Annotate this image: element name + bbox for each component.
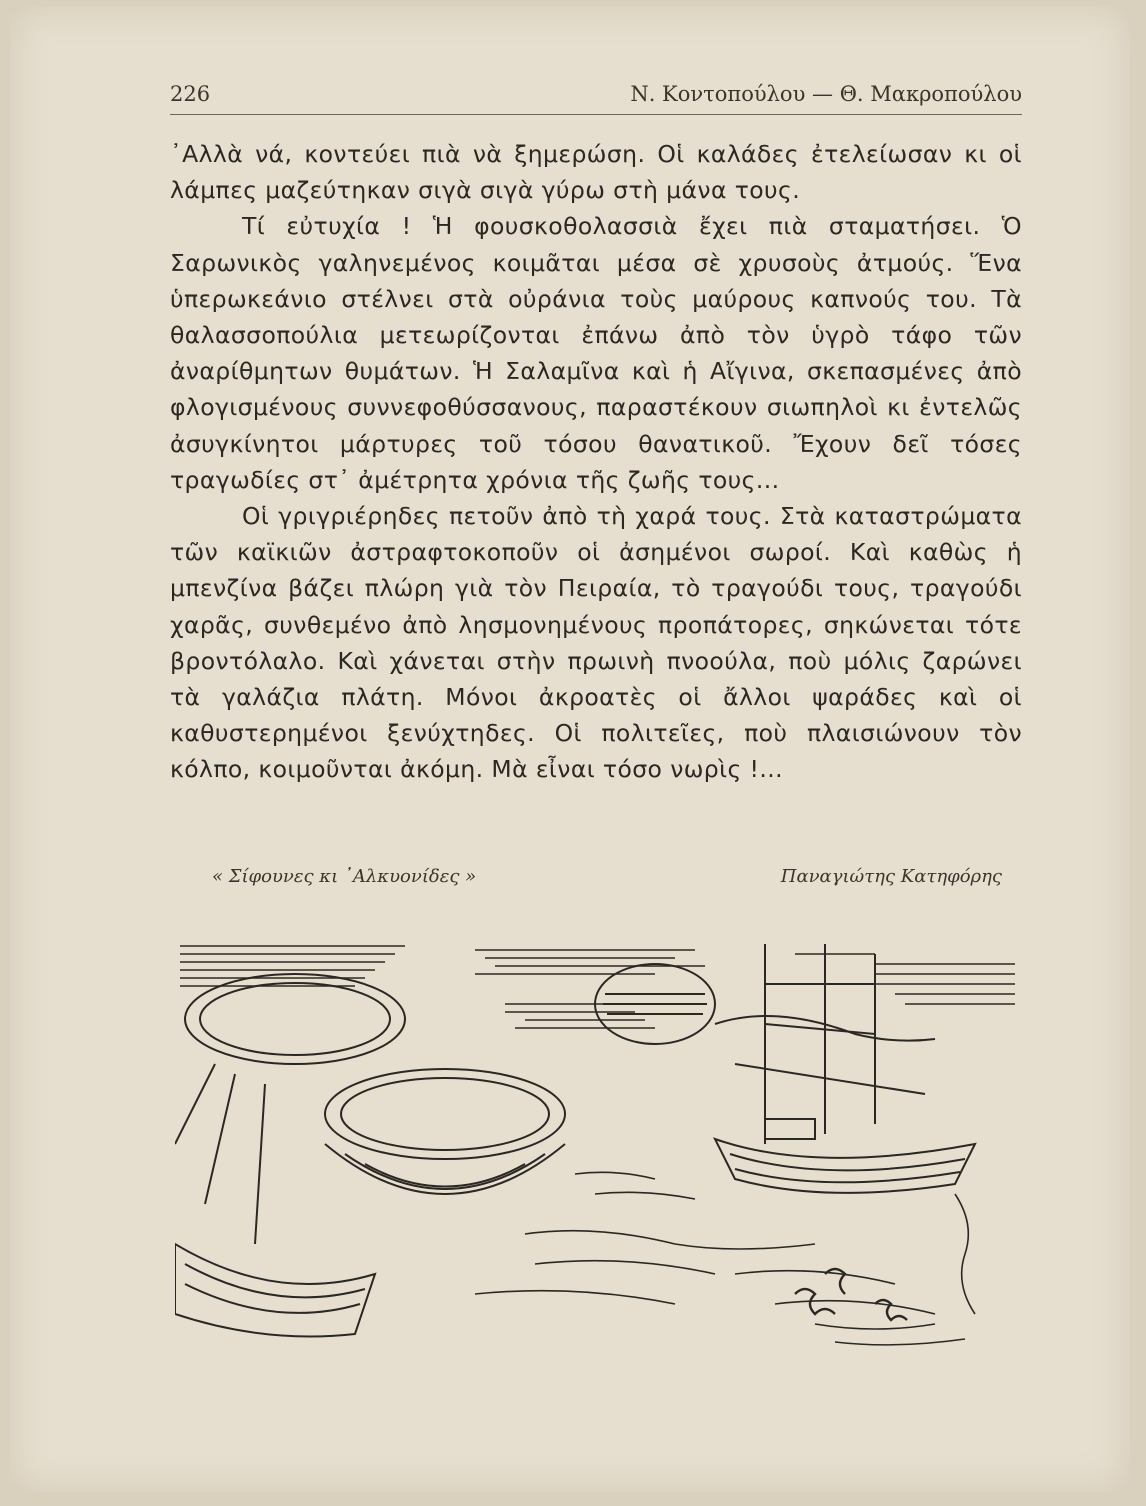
sun-disc [595, 964, 715, 1044]
paragraph-3: Οἱ γριγριέρηδες πετοῦν ἀπὸ τὴ χαρά τους. Στὰ καταστρώματα τῶν καϊκιῶν ἀστραφτοκοποῦν οἱ ἀσημένοι σωροί. Καὶ καθὼς ἡ μπενζίνα βάζει πλώρη γιὰ τὸν Πειραία, τὸ τραγούδι τους, τραγούδι χαρᾶς, συνθεμένο ἀπὸ λησμονημένους προπάτορες, σηκώνεται τότε βροντόλαλο. Καὶ χάνεται στὴν πρωινὴ πνοούλα, ποὺ μόλις ζαρώνει τὰ γαλάζια πλάτη. Μόνοι ἀκροατὲς οἱ ἄλλοι ψαράδες καὶ οἱ καθυστερημένοι ξενύχτηδες. Οἱ πολιτεῖες, ποὺ πλαισιώνουν τὸν κόλπο, κοιμοῦνται ἀκόμη. Μὰ εἶναι τόσο νωρὶς !... [170, 502, 1022, 784]
attribution [170, 866, 1022, 896]
fishing-lamps [175, 974, 565, 1244]
book-page [10, 6, 1130, 1492]
reflection-scribbles [795, 1269, 907, 1320]
harbor-woodcut-illustration [175, 944, 1023, 1372]
rowboat [175, 1244, 375, 1337]
water-ripples [475, 1172, 975, 1345]
running-title: Ν. Κοντοπούλου — Θ. Μακροπούλου [630, 82, 1022, 106]
source-title: « Σίφουνες κι ᾿Αλκυονίδες » [212, 866, 477, 887]
page-number: 226 [170, 82, 211, 106]
paragraph-2: Τί εὐτυχία ! Ἡ φουσκοθολασσιὰ ἔχει πιὰ σταματήσει. Ὁ Σαρωνικὸς γαληνεμένος κοιμᾶται μέσα σὲ χρυσοὺς ἀτμούς. Ἕνα ὑπερωκεάνιο στέλνει στὰ οὐράνια τοὺς μαύρους καπνούς του. Τὰ θαλασσοπούλια μετεωρίζονται ἐπάνω ἀπὸ τὸν ὑγρὸ τάφο τῶν ἀναρίθμητων θυμάτων. Ἡ Σαλαμῖνα καὶ ἡ Αἴγινα, σκεπασμένες ἀπὸ φλογισμένους συννεφοθύσσανους, παραστέκουν σιωπηλοὶ κι ἐντελῶς ἀσυγκίνητοι μάρτυρες τοῦ τόσου θανατικοῦ. Ἔχουν δεῖ τόσες τραγωδίες στ᾿ ἀμέτρητα χρόνια τῆς ζωῆς τους... [170, 212, 1022, 494]
page-header [170, 74, 1022, 115]
paragraph-1: ᾿Αλλὰ νά, κοντεύει πιὰ νὰ ξημερώση. Οἱ καλάδες ἐτελείωσαν κι οἱ λάμπες μαζεύτηκαν σιγὰ σιγὰ γύρω στὴ μάνα τους. [170, 140, 1022, 205]
main-text [170, 136, 1022, 788]
author-name: Παναγιώτης Κατηφόρης [780, 866, 1002, 887]
sailboat [715, 944, 975, 1193]
